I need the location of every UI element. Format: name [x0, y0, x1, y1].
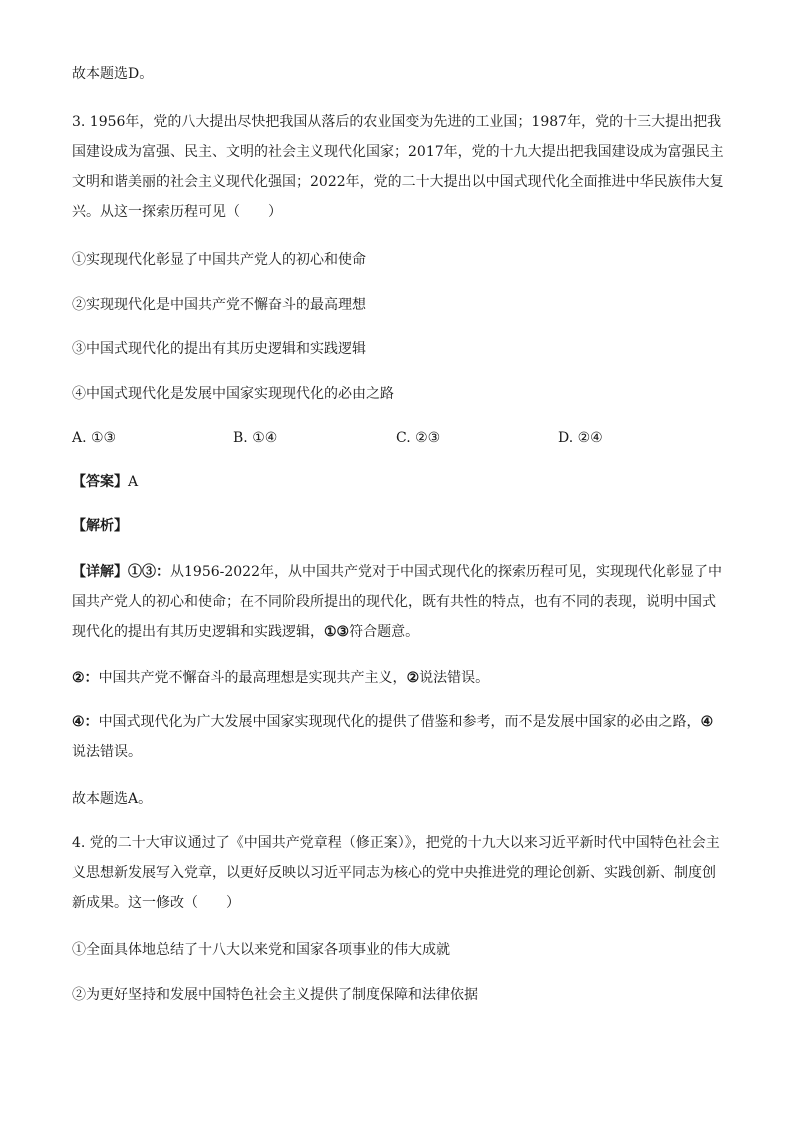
point4-key: ④：: [72, 714, 99, 730]
point2-tail: 说法错误。: [419, 670, 490, 686]
detail-line: 国共产党人的初心和使命；在不同阶段所提出的现代化，既有共性的特点，也有不同的表现，说明中国式: [72, 594, 716, 610]
detail-line: 现代化的提出有其历史逻辑和实践逻辑，: [72, 624, 324, 640]
answer-label: 【答案】: [72, 474, 128, 490]
q2-conclusion: 故本题选D。: [72, 66, 154, 82]
q3-statement-1: ①实现现代化彰显了中国共产党人的初心和使命: [72, 252, 366, 268]
point2-text: 中国共产党不懈奋斗的最高理想是实现共产主义，: [98, 670, 407, 686]
analysis-label: 【解析】: [72, 518, 128, 534]
detail-label: 【详解】: [72, 564, 128, 580]
q3-option-d: D. ②④: [558, 430, 603, 446]
q3-statement-3: ③中国式现代化的提出有其历史逻辑和实践逻辑: [72, 341, 366, 357]
detail-line: 从1956-2022年，从中国共产党对于中国式现代化的探索历程可见，实现现代化彰显了中: [170, 564, 722, 580]
detail-tail: 符合题意。: [349, 624, 420, 640]
point4-key2: ④: [700, 714, 714, 730]
q4-statement-1: ①全面具体地总结了十八大以来党和国家各项事业的伟大成就: [72, 942, 450, 958]
q4-stem: [72, 828, 722, 918]
q4-stem-line: 新成果。这一修改（ ）: [72, 895, 240, 911]
q3-statement-2: ②实现现代化是中国共产党不懈奋斗的最高理想: [72, 297, 366, 313]
detail-key: ①③：: [128, 564, 170, 580]
q3-conclusion: 故本题选A。: [72, 791, 153, 807]
point4-line2: 说法错误。: [72, 744, 142, 760]
q4-stem-line: 义思想新发展写入党章，以更好反映以习近平同志为核心的党中央推进党的理论创新、实践创新、制度创: [72, 865, 716, 881]
q3-statement-4: ④中国式现代化是发展中国家实现现代化的必由之路: [72, 386, 394, 402]
q3-stem-line: 3. 1956年，党的八大提出尽快把我国从落后的农业国变为先进的工业国；1987年，党的十三大提出把我: [72, 114, 722, 130]
q4-statement-2: ②为更好坚持和发展中国特色社会主义提供了制度保障和法律依据: [72, 987, 478, 1003]
q3-option-b: B. ①④: [233, 430, 278, 446]
q3-option-c: C. ②③: [396, 430, 441, 446]
q3-stem-line: 兴。从这一探索历程可见（ ）: [72, 204, 282, 220]
q3-option-a: A. ①③: [72, 430, 117, 446]
q3-point-2: [72, 668, 489, 688]
q3-stem-line: 国建设成为富强、民主、文明的社会主义现代化国家；2017年，党的十九大提出把我国建设成为富强民主: [72, 144, 724, 160]
q3-answer: [72, 472, 138, 492]
point2-key: ②：: [72, 670, 99, 686]
answer-value: A: [128, 474, 139, 490]
q3-point-4: [72, 707, 722, 767]
q3-stem: [72, 107, 722, 227]
q4-stem-line: 4. 党的二十大审议通过了《中国共产党章程（修正案）》，把党的十九大以来习近平新时代中国特色社会主: [72, 835, 720, 851]
point2-key2: ②: [406, 670, 420, 686]
point4-text: 中国式现代化为广大发展中国家实现现代化的提供了借鉴和参考，而不是发展中国家的必由之路，: [98, 714, 701, 730]
q3-stem-line: 文明和谐美丽的社会主义现代化强国；2022年，党的二十大提出以中国式现代化全面推进中华民族伟大复: [72, 174, 724, 190]
q3-detail: [72, 557, 722, 647]
detail-tail-key: ①③: [324, 624, 350, 640]
